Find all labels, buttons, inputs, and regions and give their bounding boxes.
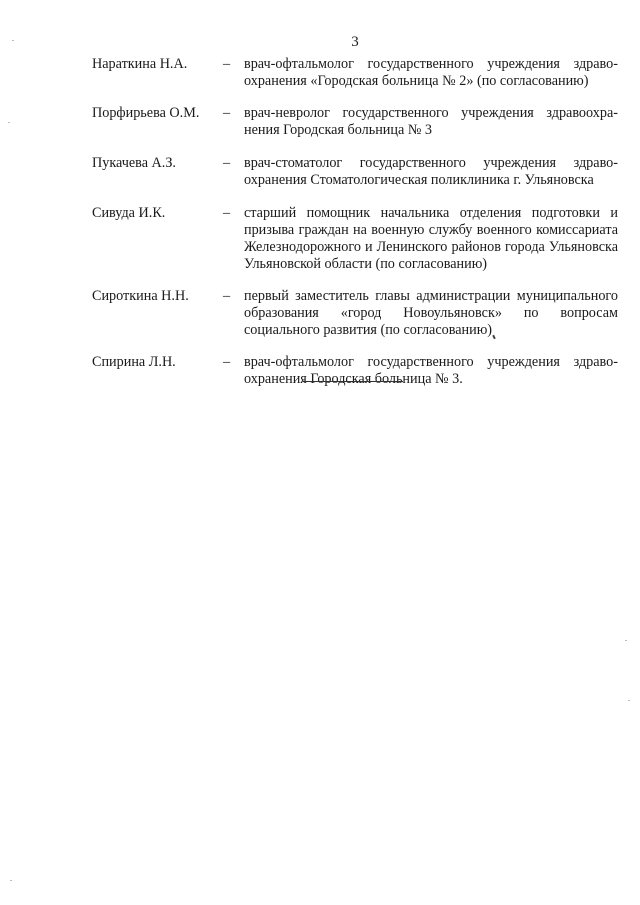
page-number: 3	[351, 34, 359, 50]
commission-member-list	[92, 56, 618, 388]
member-entry	[92, 354, 618, 388]
member-dash: –	[223, 155, 231, 171]
member-name: Сивуда И.К.	[92, 205, 166, 221]
member-name: Сироткина Н.Н.	[92, 288, 189, 304]
member-entry	[92, 56, 618, 90]
member-dash: –	[223, 56, 231, 72]
member-position: врач-офтальмолог государственного учреждения здравоохранения «Городская больница № 2» (по согласованию)	[244, 56, 618, 89]
scan-noise	[628, 700, 630, 701]
scan-noise	[625, 640, 627, 641]
member-name: Нараткина Н.А.	[92, 56, 188, 72]
member-entry	[92, 205, 618, 273]
member-name: Пукачева А.З.	[92, 155, 176, 171]
member-position: врач-стоматолог государственного учреждения здравоохранения Стоматологическая поликлиника г. Ульяновска	[244, 155, 618, 188]
end-separator-line	[303, 381, 403, 382]
member-position: врач-офтальмолог государственного учреждения здравоохранения Городская больница № 3.	[244, 354, 618, 387]
member-position: старший помощник начальника отделения подготовки и призыва граждан на военную службу военного комиссариата Железнодорожного и Ленинского районов города Ульяновска Ульяновской области (по согласованию)	[244, 205, 618, 272]
scan-noise	[12, 40, 14, 41]
scan-noise	[10, 880, 12, 881]
member-name: Порфирьева О.М.	[92, 105, 200, 121]
member-dash: –	[223, 288, 231, 304]
member-name: Спирина Л.Н.	[92, 354, 176, 370]
member-dash: –	[223, 205, 231, 221]
member-entry	[92, 155, 618, 189]
member-dash: –	[223, 354, 231, 370]
member-dash: –	[223, 105, 231, 121]
scan-noise	[8, 122, 10, 123]
member-entry	[92, 288, 618, 339]
member-position: первый заместитель главы администрации муниципального образования «город Новоульяновск» по вопросам социального развития (по согласованию)	[244, 288, 618, 338]
member-entry	[92, 105, 618, 139]
member-position: врач-невролог государственного учреждения здравоохранения Городская больница № 3	[244, 105, 618, 138]
